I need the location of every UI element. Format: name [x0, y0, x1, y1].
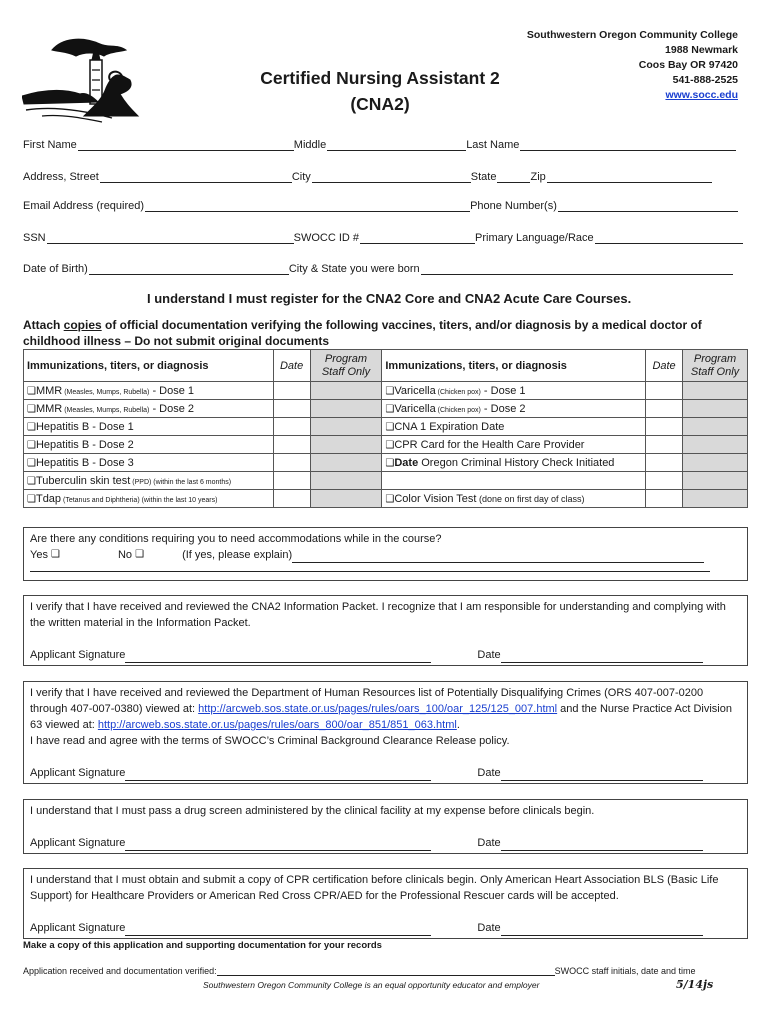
received-label: Application received and documentation verified: [23, 966, 217, 976]
date-label: Date [477, 649, 501, 661]
accommodation-box [23, 527, 748, 581]
college-city: Coos Bay OR 97420 [638, 59, 738, 71]
item-checkbox[interactable]: ❑ [27, 475, 36, 487]
ssn-field[interactable] [47, 232, 294, 244]
staff-cell [310, 418, 382, 436]
first-name-label: First Name [23, 139, 77, 151]
item-label: Hepatitis B - Dose 1 [35, 420, 134, 433]
staff-label: SWOCC staff initials, date and time [554, 966, 696, 976]
item-checkbox[interactable]: ❑ [27, 439, 36, 451]
date-cell[interactable] [646, 418, 683, 436]
date-cell[interactable] [646, 382, 683, 400]
staff-cell [683, 382, 748, 400]
item-checkbox[interactable]: ❑ [27, 385, 36, 397]
zip-field[interactable] [547, 171, 712, 183]
accommodation-question: Are there any conditions requiring you to need accommodations while in the course? [30, 533, 442, 545]
table-row [24, 436, 748, 454]
date-field[interactable] [501, 769, 703, 781]
birthplace-field[interactable] [421, 263, 733, 275]
signature-field[interactable] [125, 651, 431, 663]
col-header-date: Date [273, 350, 310, 382]
id-row [23, 230, 748, 244]
address-row [23, 169, 748, 183]
staff-cell [683, 400, 748, 418]
item-dose: - Dose 2 [149, 402, 195, 415]
first-name-field[interactable] [78, 139, 294, 151]
ssn-label: SSN [23, 232, 46, 244]
staff-label-1: Program [324, 352, 368, 365]
item-checkbox[interactable]: ❑ [27, 403, 36, 415]
crimes-text-2: and the Nurse Practice Act Division 63 viewed at: [30, 703, 732, 731]
staff-label-2: Staff Only [321, 365, 371, 378]
item-label: Color Vision Test [394, 492, 477, 505]
col-header-staff [310, 350, 382, 382]
phone-label: Phone Number(s) [470, 200, 557, 212]
item-checkbox[interactable]: ❑ [385, 493, 395, 505]
date-field[interactable] [501, 651, 703, 663]
staff-cell [310, 472, 382, 490]
immunization-item [24, 490, 274, 508]
oar-125-link[interactable]: http://arcweb.sos.state.or.us/pages/rules/oars_100/oar_125/125_007.html [198, 703, 558, 715]
address-field[interactable] [100, 171, 292, 183]
attach-pre: Attach [23, 318, 64, 332]
item-label: Hepatitis B - Dose 2 [35, 438, 134, 451]
city-field[interactable] [312, 171, 471, 183]
signature-label: Applicant Signature [30, 922, 126, 934]
item-label: MMR [35, 402, 63, 415]
dob-label: Date of Birth) [23, 263, 88, 275]
signature-label: Applicant Signature [30, 837, 126, 849]
email-field[interactable] [145, 200, 470, 212]
item-detail: (Chicken pox) [435, 406, 481, 414]
date-cell[interactable] [273, 454, 310, 472]
col-header-date-2: Date [646, 350, 683, 382]
language-field[interactable] [595, 232, 743, 244]
date-cell[interactable] [273, 418, 310, 436]
item-label: Hepatitis B - Dose 3 [35, 456, 134, 469]
item-label: CNA 1 Expiration Date [394, 420, 505, 433]
birthplace-label: City & State you were born [288, 263, 420, 275]
table-row [24, 490, 748, 508]
last-name-field[interactable] [520, 139, 736, 151]
immunization-item [24, 400, 274, 418]
date-cell[interactable] [646, 436, 683, 454]
signature-field[interactable] [125, 839, 431, 851]
staff-label-4: Staff Only [690, 365, 740, 378]
table-row [24, 400, 748, 418]
item-dose: (done on first day of class) [476, 493, 585, 504]
phone-field[interactable] [558, 200, 738, 212]
date-cell[interactable] [273, 436, 310, 454]
signature-field[interactable] [125, 769, 431, 781]
date-cell[interactable] [646, 454, 683, 472]
immunization-table [23, 349, 748, 508]
contact-row [23, 198, 748, 212]
explain-field-line2[interactable] [30, 563, 710, 572]
attach-copies: copies [63, 318, 102, 332]
item-label: Varicella [394, 384, 436, 397]
immunization-item [382, 436, 646, 454]
item-checkbox[interactable]: ❑ [27, 457, 36, 469]
verify-crimes-box [23, 681, 748, 784]
staff-cell [683, 454, 748, 472]
college-address [527, 28, 738, 103]
item-detail: (Measles, Mumps, Rubella) [62, 406, 150, 414]
staff-cell [310, 382, 382, 400]
email-label: Email Address (required) [23, 200, 145, 212]
yes-checkbox[interactable]: ❑ [51, 549, 60, 560]
item-dose: - Dose 1 [480, 384, 526, 397]
register-note: I understand I must register for the CNA2 Core and CNA2 Acute Care Courses. [147, 291, 632, 306]
immunization-item [382, 490, 646, 508]
immunization-item [24, 454, 274, 472]
item-checkbox[interactable]: ❑ [27, 421, 36, 433]
date-cell[interactable] [646, 490, 683, 508]
item-checkbox[interactable]: ❑ [385, 439, 395, 451]
table-row [24, 382, 748, 400]
verify-crimes-text [30, 685, 741, 733]
eeo-statement: Southwestern Oregon Community College is an equal opportunity educator and employer [203, 980, 540, 990]
swocc-id-field[interactable] [360, 232, 475, 244]
table-header-row [24, 350, 748, 382]
immunization-item [382, 472, 646, 490]
immunization-item [382, 418, 646, 436]
date-cell[interactable] [273, 400, 310, 418]
col-header-immunizations-2: Immunizations, titers, or diagnosis [382, 350, 646, 382]
verify-drug-text: I understand that I must pass a drug screen administered by the clinical facility at my expense before clinicals begin. [30, 805, 595, 817]
item-checkbox[interactable]: ❑ [385, 385, 395, 397]
lighthouse-logo-icon [22, 30, 140, 126]
item-checkbox[interactable]: ❑ [385, 421, 395, 433]
crimes-text-1: I verify that I have received and reviewed the Department of Human Resources list of Potentially Disqualifying Crimes (ORS 407-007-0200 through 407-007-0380) viewed at: [30, 687, 704, 715]
item-dose: - Dose 2 [480, 402, 526, 415]
address-label: Address, Street [23, 171, 99, 183]
date-label: Date [477, 837, 501, 849]
item-label: Oregon Criminal History Check Initiated [418, 456, 615, 469]
staff-cell [683, 472, 748, 490]
date-cell[interactable] [273, 382, 310, 400]
no-label: No [117, 549, 133, 561]
verify-drug-box [23, 799, 748, 854]
dob-field[interactable] [89, 263, 289, 275]
staff-verification-row [23, 966, 748, 976]
item-detail: (Chicken pox) [435, 388, 481, 396]
middle-field[interactable] [327, 139, 466, 151]
oar-851-link[interactable]: http://arcweb.sos.state.or.us/pages/rules/oars_800/oar_851/851_063.html [97, 719, 457, 731]
immunization-item [382, 400, 646, 418]
col-header-staff-2 [683, 350, 748, 382]
staff-cell [683, 436, 748, 454]
attach-instructions [23, 317, 723, 349]
college-street: 1988 Newmark [665, 44, 738, 56]
staff-cell [683, 490, 748, 508]
date-cell[interactable] [646, 472, 683, 490]
form-title: Certified Nursing Assistant 2 [260, 68, 500, 88]
item-detail: (PPD) (within the last 6 months) [130, 478, 232, 486]
signature-field[interactable] [125, 924, 431, 936]
date-cell[interactable] [646, 400, 683, 418]
immunization-item [24, 436, 274, 454]
item-detail: (Tetanus and Diphtheria) (within the last 10 years) [61, 496, 218, 504]
item-detail: (Measles, Mumps, Rubella) [62, 388, 150, 396]
item-checkbox[interactable]: ❑ [27, 493, 36, 505]
staff-verification-field[interactable] [217, 966, 555, 976]
explain-label: (If yes, please explain) [182, 549, 293, 561]
staff-cell [683, 418, 748, 436]
table-row [24, 418, 748, 436]
verify-cpr-text: I understand that I must obtain and submit a copy of CPR certification before clinicals begin. Only American Heart Association BLS (Basic Life Support) for Healthcare Providers or American Red Cross CPR/AED for the Professional Rescuer cards will be accepted. [30, 874, 719, 902]
form-subtitle: (CNA2) [350, 94, 410, 114]
form-code: 5/14js [676, 978, 714, 991]
verify-packet-text: I verify that I have received and reviewed the CNA2 Information Packet. I recognize that I am responsible for understanding and complying with the written material in the Information Packet. [30, 601, 726, 629]
item-label: MMR [35, 384, 63, 397]
copy-note: Make a copy of this application and supporting documentation for your records [23, 940, 382, 951]
verify-cpr-box [23, 868, 748, 939]
explain-field[interactable] [292, 551, 704, 563]
state-field[interactable] [497, 171, 530, 183]
zip-label: Zip [530, 171, 546, 183]
city-label: City [291, 171, 311, 183]
immunization-item [24, 472, 274, 490]
item-label: Tdap [35, 492, 62, 505]
item-bold: Date [394, 456, 419, 469]
state-label: State [470, 171, 497, 183]
date-cell[interactable] [273, 490, 310, 508]
date-field[interactable] [501, 839, 703, 851]
col-header-immunizations: Immunizations, titers, or diagnosis [24, 350, 274, 382]
table-row [24, 472, 748, 490]
middle-label: Middle [293, 139, 327, 151]
name-row [23, 137, 748, 151]
attach-post: of official documentation verifying the following vaccines, titers, and/or diagnosis by a medical doctor of childhood illness – Do not submit original documents [23, 318, 702, 348]
staff-cell [310, 490, 382, 508]
birth-row [23, 261, 748, 275]
immunization-item [382, 454, 646, 472]
item-label: Tuberculin skin test [35, 474, 131, 487]
item-dose: - Dose 1 [149, 384, 195, 397]
crimes-text-3: . [456, 719, 460, 731]
college-phone: 541-888-2525 [672, 74, 738, 86]
college-name: Southwestern Oregon Community College [526, 29, 738, 41]
date-field[interactable] [501, 924, 703, 936]
staff-cell [310, 400, 382, 418]
immunization-item [382, 382, 646, 400]
date-label: Date [477, 767, 501, 779]
item-label: CPR Card for the Health Care Provider [394, 438, 585, 451]
swocc-id-label: SWOCC ID # [293, 232, 360, 244]
clearance-policy-text: I have read and agree with the terms of SWOCC’s Criminal Background Clearance Release policy. [30, 735, 510, 747]
table-row [24, 454, 748, 472]
verify-packet-box [23, 595, 748, 666]
date-label: Date [477, 922, 501, 934]
college-website-link[interactable]: www.socc.edu [665, 89, 738, 101]
staff-cell [310, 436, 382, 454]
item-checkbox[interactable]: ❑ [385, 403, 395, 415]
immunization-item [24, 418, 274, 436]
date-cell[interactable] [273, 472, 310, 490]
signature-label: Applicant Signature [30, 767, 126, 779]
language-label: Primary Language/Race [475, 232, 594, 244]
staff-label-3: Program [693, 352, 737, 365]
item-checkbox[interactable]: ❑ [385, 457, 395, 469]
signature-label: Applicant Signature [30, 649, 126, 661]
staff-cell [310, 454, 382, 472]
immunization-item [24, 382, 274, 400]
item-label: Varicella [394, 402, 436, 415]
yes-label: Yes [30, 549, 48, 561]
last-name-label: Last Name [466, 139, 520, 151]
no-checkbox[interactable]: ❑ [135, 549, 145, 560]
